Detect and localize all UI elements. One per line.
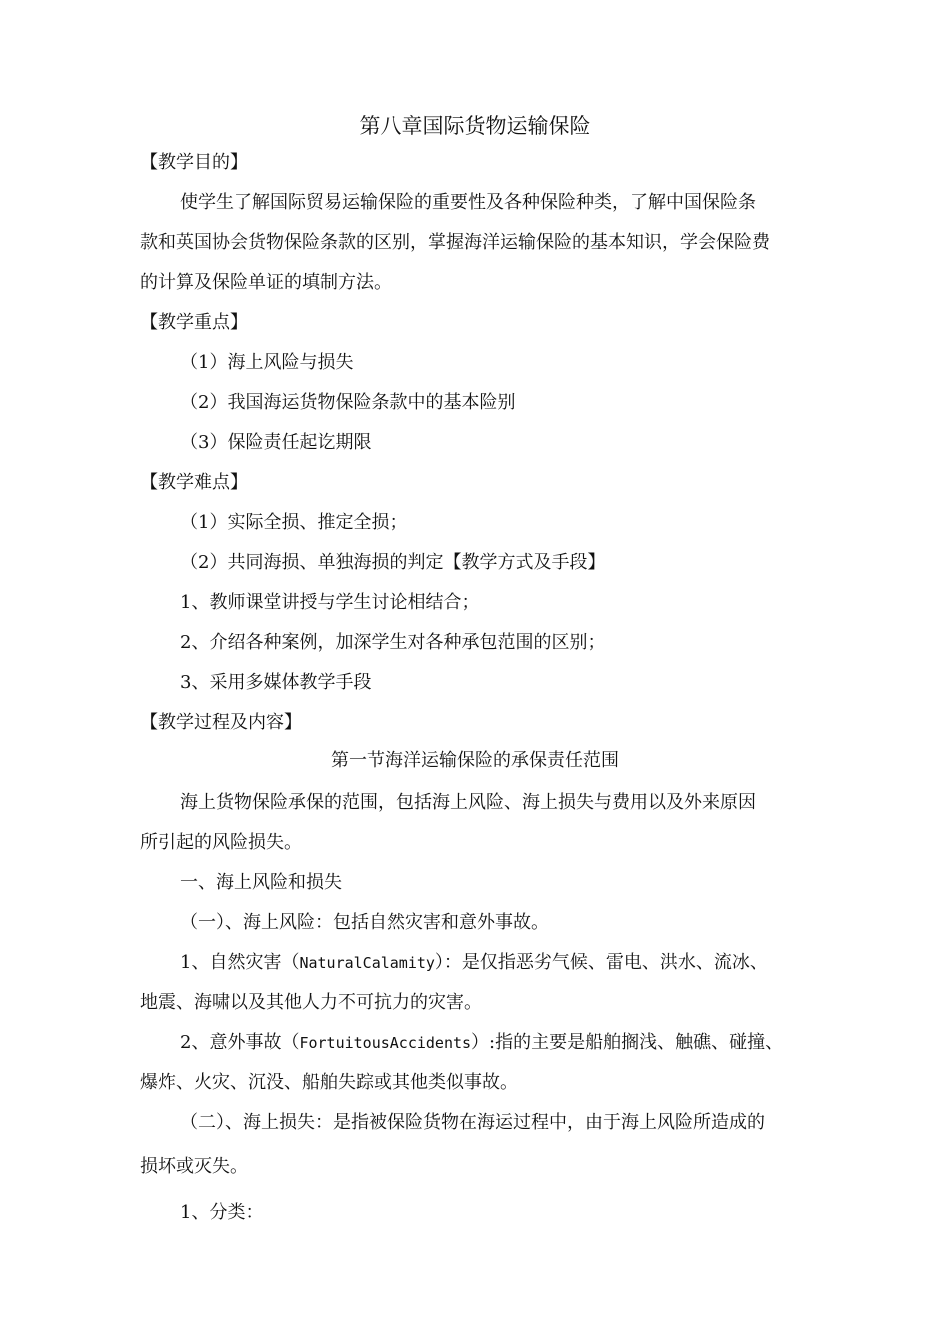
chapter-title: 第八章国际货物运输保险 (359, 114, 591, 138)
fortuitous-accidents-definition: ）:指的主要是船舶搁浅、触礁、碰撞、 (471, 1032, 784, 1053)
difficulty-1: （1）实际全损、推定全损； (180, 512, 408, 533)
natural-calamity-definition: ）：是仅指恶劣气候、雷电、洪水、流冰、 (434, 952, 768, 973)
method-2: 2、介绍各种案例，加深学生对各种承包范围的区别； (180, 632, 606, 653)
method-1: 1、教师课堂讲授与学生讨论相结合； (180, 592, 480, 613)
subheading-marine-losses: （二）、海上损失：是指被保险货物在海运过程中，由于海上风险所造成的 (180, 1112, 765, 1133)
natural-calamity-continued: 地震、海啸以及其他人力不可抗力的灾害。 (140, 992, 482, 1013)
section-title: 第一节海洋运输保险的承保责任范围 (331, 750, 619, 771)
natural-calamity-term: NaturalCalamity (299, 954, 435, 972)
objective-line-3: 的计算及保险单证的填制方法。 (140, 272, 392, 293)
natural-calamity-line (180, 951, 768, 975)
fortuitous-accidents-line (180, 1031, 783, 1055)
method-3: 3、采用多媒体教学手段 (180, 672, 372, 693)
heading-marine-risks-losses: 一、海上风险和损失 (180, 872, 342, 893)
fortuitous-accidents-prefix: 2、意外事故（ (180, 1032, 300, 1053)
keypoint-2: （2）我国海运货物保险条款中的基本险别 (180, 392, 516, 413)
keypoint-3: （3）保险责任起讫期限 (180, 432, 372, 453)
keypoint-1: （1）海上风险与损失 (180, 352, 354, 373)
objective-line-1: 使学生了解国际贸易运输保险的重要性及各种保险种类，了解中国保险条 (180, 192, 756, 213)
intro-line-1: 海上货物保险承保的范围，包括海上风险、海上损失与费用以及外来原因 (180, 792, 756, 813)
subheading-marine-risks: （一）、海上风险：包括自然灾害和意外事故。 (180, 912, 549, 933)
fortuitous-accidents-term: FortuitousAccidents (299, 1034, 472, 1052)
heading-keypoints: 【教学重点】 (140, 312, 248, 333)
heading-process: 【教学过程及内容】 (140, 712, 302, 733)
heading-difficulties: 【教学难点】 (140, 472, 248, 493)
marine-losses-continued: 损坏或灭失。 (140, 1156, 248, 1177)
objective-line-2: 款和英国协会货物保险条款的区别，掌握海洋运输保险的基本知识，学会保险费 (140, 232, 770, 253)
fortuitous-accidents-continued: 爆炸、火灾、沉没、船舶失踪或其他类似事故。 (140, 1072, 518, 1093)
heading-objective: 【教学目的】 (140, 152, 248, 173)
difficulty-2: （2）共同海损、单独海损的判定【教学方式及手段】 (180, 552, 606, 573)
intro-line-2: 所引起的风险损失。 (140, 832, 302, 853)
classification-heading: 1、分类： (180, 1202, 264, 1223)
natural-calamity-prefix: 1、自然灾害（ (180, 952, 300, 973)
